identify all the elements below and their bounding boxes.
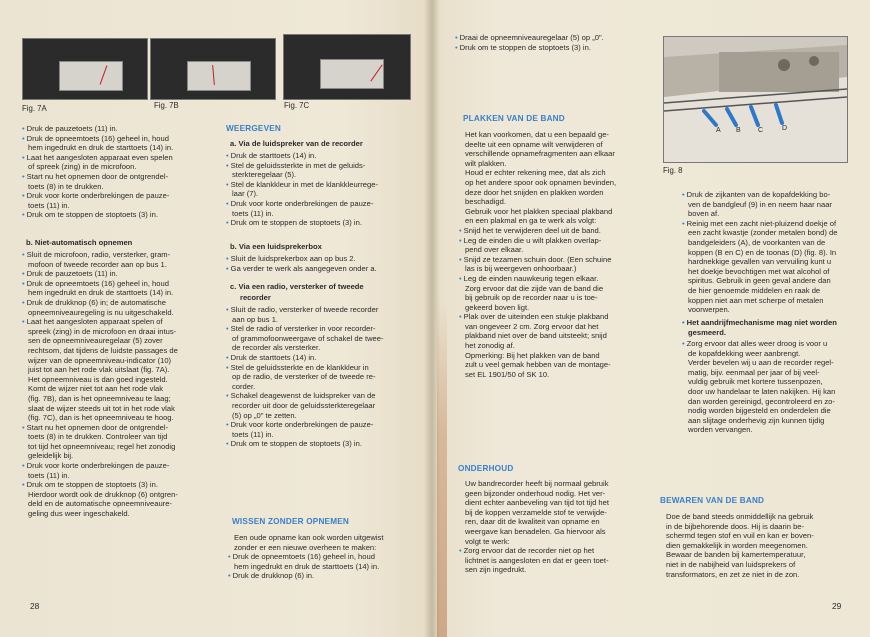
text-line: of grammofoonweergave of schakel de twee- xyxy=(232,333,384,343)
text-line: • Druk om te stoppen de stoptoets (3) in. xyxy=(22,480,178,490)
text-line: • Druk de drukknop (6) in. xyxy=(228,571,383,581)
text-line: op het andere spoor ook opnamen bevinden, xyxy=(465,177,617,187)
text-line: ren, daar dit de kwaliteit van opname en xyxy=(465,517,600,527)
text-line: • Stel de radio of versterker in voor recorder- xyxy=(226,324,384,334)
niet-automatisch-heading: b. Niet-automatisch opnemen xyxy=(26,238,133,247)
text-line: de hier genoemde middelen en raak de xyxy=(688,285,821,295)
text-line: geling dus weer ingeschakeld. xyxy=(28,509,130,519)
text-line: Zorg ervoor dat die zijde van de band die xyxy=(465,283,604,293)
text-line: • Druk de pauzetoets (11) in. xyxy=(22,124,173,134)
text-line: toets (11) in. xyxy=(28,470,70,480)
text-line: • Druk de opneemtoets (16) geheel in, houd xyxy=(22,279,178,289)
text-line: spreek (zing) in de microfoon en draai intus- xyxy=(28,326,177,336)
text-line: • Ga verder te werk als aangegeven onder a. xyxy=(226,264,377,274)
text-line: • Draai de opneemniveauregelaar (5) op „0". xyxy=(455,33,604,43)
text-line: • Start nu het opnemen door de ontgrendel- xyxy=(22,172,173,182)
text-line: een zacht kwastje (zonder metalen bond) de xyxy=(688,228,838,238)
text-line: van ongeveer 2 cm. Zorg ervoor dat het xyxy=(465,321,599,331)
text-line: vuldig gebruik met kortere tussenpozen, xyxy=(688,377,823,387)
text-line: verschillende opnamefragmenten aan elkaar xyxy=(465,149,615,159)
left-col-block-b xyxy=(22,250,178,519)
page-number-right: 29 xyxy=(832,601,842,611)
text-line: worden vervangen. xyxy=(688,425,753,435)
text-line: wijzer van de opneemniveau-indicator (10) xyxy=(28,355,172,365)
text-line: • Sluit de microfoon, radio, versterker, gram- xyxy=(22,250,178,260)
text-line: Het opneemniveau is dan goed ingesteld. xyxy=(28,374,168,384)
text-line: sen zijn ingedrukt. xyxy=(465,565,527,575)
text-line: Bewaar de banden bij kamertemperatuur, xyxy=(666,550,806,560)
text-line: • Druk voor korte onderbrekingen de pauze- xyxy=(226,420,384,430)
text-line: • Druk de starttoets (14) in. xyxy=(226,353,384,363)
text-line: toets (11) in. xyxy=(232,429,274,439)
text-line: hem ingedrukt en druk de starttoets (14) in. xyxy=(28,288,174,298)
text-line: • Leg de einden nauwkeurig tegen elkaar. xyxy=(459,274,616,284)
text-line: aan op bus 1. xyxy=(232,314,279,324)
text-line: toets (8) in te drukken. xyxy=(28,181,104,191)
text-line: • Laat het aangesloten apparaat even spelen xyxy=(22,153,173,163)
text-line: las is bij weergeven onhoorbaar.) xyxy=(465,264,577,274)
text-line: Doe de band steeds onmiddellijk na gebruik xyxy=(666,512,814,521)
text-line: • Druk de pauzetoets (11) in. xyxy=(22,269,178,279)
text-line: slaat de wijzer steeds uit tot in het rode vlak xyxy=(28,403,175,413)
text-line: (5) op „0" te zetten. xyxy=(232,410,297,420)
text-line: • Schakel deagewenst de luidspreker van de xyxy=(226,391,384,401)
text-line: • Stel de geluidssterkte in met de geluids- xyxy=(226,161,378,171)
text-line: plakband niet over de band uitsteekt; snijd xyxy=(465,331,607,341)
text-line: corder. xyxy=(232,381,256,391)
text-line: • Druk om te stoppen de stoptoets (3) in. xyxy=(226,218,378,228)
text-line: toets (8) in te drukken. Controleer van tijd xyxy=(28,432,168,442)
text-line: aan slijtage onderhevig zijn kunnen tijdig xyxy=(688,415,825,425)
text-line: • Druk de drukknop (6) in; de automatische xyxy=(22,298,178,308)
right-col2-block-b xyxy=(682,339,835,435)
weergeven-b-block xyxy=(226,254,377,273)
text-line: Opmerking: Bij het plakken van de band xyxy=(465,350,600,360)
text-line: opneemniveauregeling is nu uitgeschakeld. xyxy=(28,307,174,317)
text-line: koppen (B en C) en de toonas (D) (fig. 8). In xyxy=(688,247,837,257)
onderhoud-block xyxy=(459,479,609,575)
fig-7b-caption: Fig. 7B xyxy=(154,101,179,110)
text-line: volgt te werk: xyxy=(465,536,510,546)
weergeven-c-heading-2: recorder xyxy=(240,293,271,302)
text-line: deze door het snijden en plakken worden xyxy=(465,187,604,197)
text-line: set EL 1901/50 of SK 10. xyxy=(465,369,550,379)
text-line: • Reinig met een zacht niet-pluizend doekje of xyxy=(682,219,837,229)
text-line: wilt plakken. xyxy=(465,158,507,168)
text-line: • Sluit de radio, versterker of tweede recorder xyxy=(226,305,384,315)
page-stain xyxy=(437,300,447,637)
text-line: de kopafdekking weer aanbrengt. xyxy=(688,348,801,358)
text-line: in de bijbehorende doos. Hij is daarin be- xyxy=(666,521,805,531)
text-line: juist tot aan het rode vlak uitslaat (fig. 7A). xyxy=(28,365,170,375)
text-line: • Snijd ze tezamen schuin door. (Een schuine xyxy=(459,255,616,265)
fig-8-label-c: C xyxy=(758,127,764,134)
text-line: (fig. 7B), dan is het opneemniveau te laag; xyxy=(28,393,171,403)
text-line: bij de koppen verzamelde stof te verwijde- xyxy=(465,507,607,517)
text-line: Hierdoor wordt ook de drukknop (6) ontgren- xyxy=(28,489,178,499)
text-line: geen bijzonder onderhoud nodig. Het ver- xyxy=(465,488,606,498)
text-line: hardnekkige gevallen van vervuiling kunt u xyxy=(688,257,832,267)
weergeven-heading: WEERGEVEN xyxy=(226,124,282,133)
text-line: schermd tegen stof en vuil en kan er boven- xyxy=(666,531,814,541)
text-line: hem ingedrukt en druk de starttoets (14) in. xyxy=(234,561,380,571)
text-line: (fig. 7C), dan is het opneemniveau te hoog. xyxy=(28,413,174,423)
text-line: • Sluit de luidsprekerbox aan op bus 2. xyxy=(226,254,377,264)
text-line: geleidelijk bij. xyxy=(28,451,74,461)
text-line: Houd er echter rekening mee, dat als zich xyxy=(465,168,606,178)
text-line: • Start nu het opnemen door de ontgrendel- xyxy=(22,423,178,433)
text-line: zult u veel gemak hebben van de montage- xyxy=(465,360,611,370)
text-line: transformators, en zet ze niet in de zon. xyxy=(666,569,800,579)
text-line: • Laat het aangesloten apparaat spelen of xyxy=(22,317,178,327)
text-line: • Druk de starttoets (14) in. xyxy=(226,151,378,161)
text-line: niet in de nabijheid van luidsprekers of xyxy=(666,559,796,569)
text-line: pend over elkaar. xyxy=(465,245,524,255)
text-line: laar (7). xyxy=(232,189,259,199)
text-line: • Druk om te stoppen de stoptoets (3) in. xyxy=(22,210,173,220)
weergeven-c-heading-1: c. Via een radio, versterker of tweede xyxy=(230,282,364,291)
text-line: voorwerpen. xyxy=(688,305,730,315)
text-line: recorder uit door de geluidssterkteregelaar xyxy=(232,400,376,410)
text-line: • Druk om te stoppen de stoptoets (3) in. xyxy=(455,43,604,53)
text-line: tot tijd het opneemniveau; regel het zonodig xyxy=(28,441,176,451)
text-line: rechtsom, dat tijdens de luidste passages de xyxy=(28,345,178,355)
text-line: dan worden gereinigd, gecontroleerd en zo- xyxy=(688,396,835,406)
text-line: Komt de wijzer niet tot aan het rode vlak xyxy=(28,384,164,394)
weergeven-a-block xyxy=(226,151,378,228)
text-line: het doekje bevochtigen met wat alcohol of xyxy=(688,266,830,276)
text-line: • Leg de einden die u wilt plakken overlap- xyxy=(459,236,616,246)
text-line: bandgeleiders (A), de voorkanten van de xyxy=(688,237,826,247)
text-line: • Zorg ervoor dat alles weer droog is voor u xyxy=(682,339,835,349)
aandrijf-heading-2: gesmeerd. xyxy=(688,328,726,337)
fig-8-label-b: B xyxy=(736,127,741,134)
bewaren-heading: BEWAREN VAN DE BAND xyxy=(660,496,765,505)
text-line: • Druk de opneemtoets (16) geheel in, houd xyxy=(228,552,383,562)
fig-8-label-a: A xyxy=(716,127,721,134)
fig-7c-meter-image xyxy=(283,34,411,100)
fig-8-caption: Fig. 8 xyxy=(663,166,683,175)
text-line: gekeerd boven ligt. xyxy=(465,302,530,312)
text-line: door uw handelaar te laten nakijken. Hij kan xyxy=(688,386,836,396)
text-line: op de radio, de versterker of de tweede re- xyxy=(232,372,376,382)
text-line: Uw bandrecorder heeft bij normaal gebruik xyxy=(465,479,609,488)
page-number-left: 28 xyxy=(30,601,40,611)
text-line: deld en de automatische opneemniveaure- xyxy=(28,499,172,509)
text-line: • Druk voor korte onderbrekingen de pauze- xyxy=(226,199,378,209)
wissen-block xyxy=(228,533,383,581)
left-page xyxy=(0,0,430,637)
text-line: Verder bevelen wij u aan de recorder regel- xyxy=(688,358,834,368)
onderhoud-heading: ONDERHOUD xyxy=(458,464,514,473)
bewaren-block xyxy=(660,512,814,579)
fig-8-tape-head-image xyxy=(663,36,848,163)
text-line: ven de bandgleuf (9) in en neem haar naar xyxy=(688,199,832,209)
aandrijf-heading-1: • Het aandrijfmechanisme mag niet worden xyxy=(682,318,837,328)
text-line: zonder er een nieuwe overheen te maken: xyxy=(234,542,377,552)
text-line: • Druk de opneemtoets (16) geheel in, houd xyxy=(22,134,173,144)
fig-8-label-d: D xyxy=(782,125,788,132)
text-line: mofoon of tweede recorder aan op bus 1. xyxy=(28,259,167,269)
text-line: • Druk voor korte onderbrekingen de pauze- xyxy=(22,461,178,471)
text-line: en een plakmal en ga te werk als volgt: xyxy=(465,216,597,226)
text-line: sterkteregelaar (5). xyxy=(232,170,297,180)
text-line: dien gemakkelijk in worden meegenomen. xyxy=(666,540,808,550)
wissen-heading: WISSEN ZONDER OPNEMEN xyxy=(232,517,350,526)
right-col2-block xyxy=(682,190,837,315)
right-top-block xyxy=(455,33,604,52)
left-col-block xyxy=(22,124,173,220)
text-line: • Snijd het te verwijderen deel uit de band. xyxy=(459,226,616,236)
text-line: sen de opneemniveauregelaar (5) zover xyxy=(28,336,163,346)
text-line: weergave kan benadelen. Ga hiervoor als xyxy=(465,526,606,536)
text-line: bij gebruik op de recorder naar u is toe- xyxy=(465,293,598,303)
text-line: beschadigd. xyxy=(465,197,506,207)
text-line: koppen niet aan met scherpe of metalen xyxy=(688,295,824,305)
text-line: boven af. xyxy=(688,209,720,219)
text-line: toets (11) in. xyxy=(232,208,274,218)
text-line: of spreek (zing) in de microfoon. xyxy=(28,162,137,172)
weergeven-b-heading: b. Via een luidsprekerbox xyxy=(230,242,322,251)
text-line: • Druk om te stoppen de stoptoets (3) in. xyxy=(226,439,384,449)
fig-7a-caption: Fig. 7A xyxy=(22,104,47,113)
weergeven-a-heading: a. Via de luidspreker van de recorder xyxy=(230,139,363,148)
text-line: deelte uit een opname wilt verwijderen of xyxy=(465,139,603,149)
plakken-block xyxy=(459,130,616,379)
text-line: matig, bijv. eenmaal per jaar of bij veel- xyxy=(688,367,820,377)
text-line: • Plak over de uiteinden een stukje plakband xyxy=(459,312,616,322)
weergeven-c-block xyxy=(226,305,384,449)
text-line: lichtnet is aangesloten en dat er geen toet- xyxy=(465,555,609,565)
text-line: • Stel de geluidssterkte en de klankkleur in xyxy=(226,363,384,373)
text-line: • Stel de klankkleur in met de klankkleurrege- xyxy=(226,180,378,190)
text-line: Het kan voorkomen, dat u een bepaald ge- xyxy=(465,130,609,139)
plakken-heading: PLAKKEN VAN DE BAND xyxy=(463,114,565,123)
fig-7c-caption: Fig. 7C xyxy=(284,101,310,110)
fig-7a-meter-image xyxy=(22,38,148,100)
text-line: Een oude opname kan ook worden uitgewist xyxy=(234,533,384,542)
text-line: het zonodig af. xyxy=(465,341,515,351)
text-line: de recorder als versterker. xyxy=(232,343,321,353)
text-line: • Druk de zijkanten van de kopafdekking bo- xyxy=(682,190,837,200)
fig-8-illustration xyxy=(664,37,847,162)
text-line: dient echter aanbeveling van tijd tot tijd het xyxy=(465,498,609,508)
text-line: • Zorg ervoor dat de recorder niet op het xyxy=(459,546,609,556)
text-line: toets (11) in. xyxy=(28,200,70,210)
text-line: hem ingedrukt en druk de starttoets (14) in. xyxy=(28,143,174,153)
text-line: nodig worden bijgesteld en onderdelen die xyxy=(688,406,831,416)
fig-7b-meter-image xyxy=(150,38,276,100)
text-line: • Druk voor korte onderbrekingen de pauze- xyxy=(22,191,173,201)
text-line: Gebruik voor het plakken speciaal plakband xyxy=(465,206,613,216)
text-line: spiritus. Gebruik in geen geval andere dan xyxy=(688,276,831,286)
